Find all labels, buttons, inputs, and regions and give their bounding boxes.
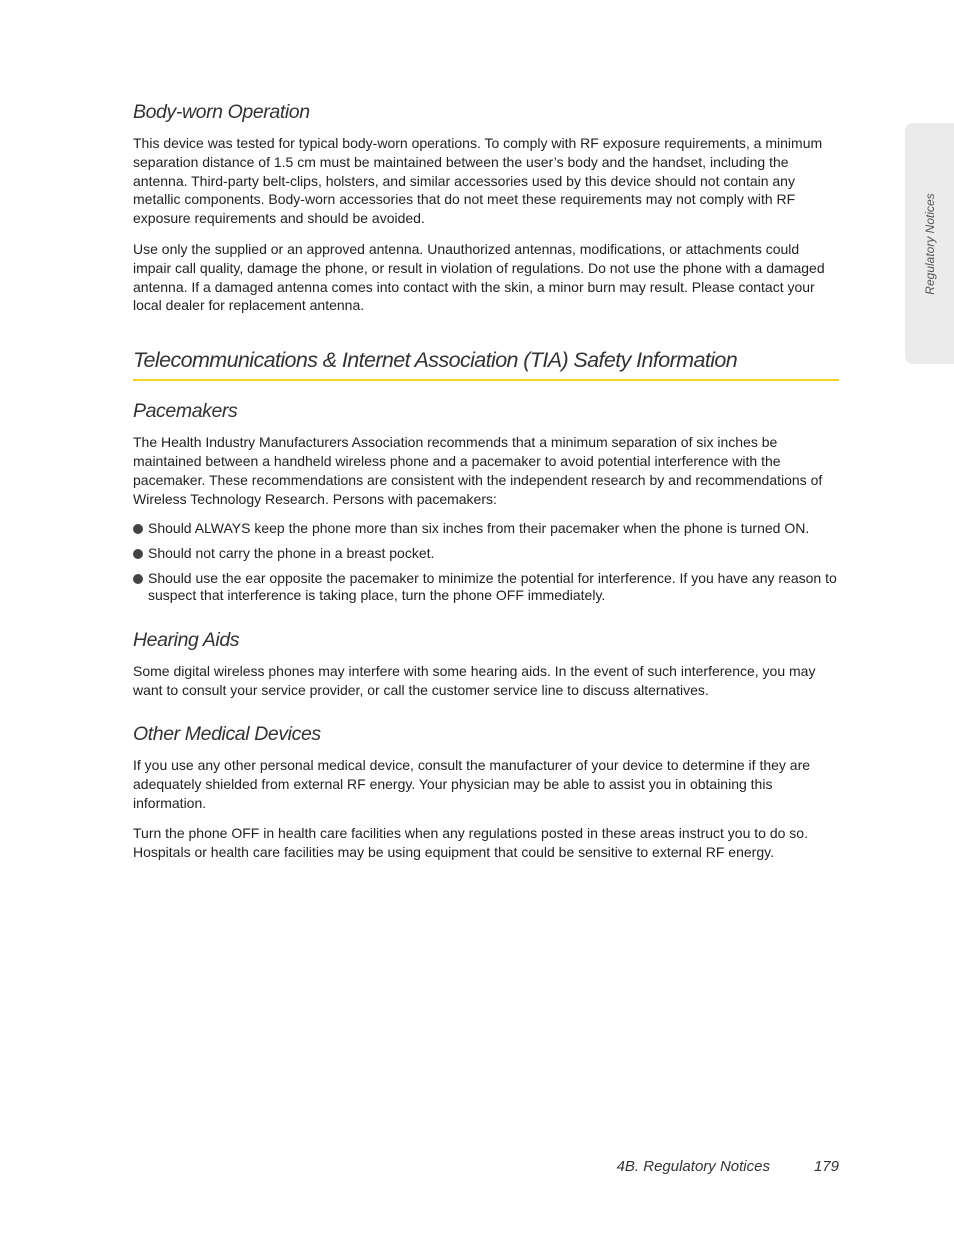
- body-worn-heading: Body-worn Operation: [133, 101, 310, 123]
- pacemakers-heading: Pacemakers: [133, 400, 238, 423]
- body-worn-paragraph-2: Use only the supplied or an approved antenna. Unauthorized antennas, modifications, or attachments could impair call quality, damage the phone, or result in violation of regulations. Do not use the phone with a damaged antenna. If a damaged antenna comes into contact with the skin, a minor burn may result. Please contact your local dealer for replacement antenna.: [133, 240, 825, 314]
- pacemakers-paragraph: The Health Industry Manufacturers Association recommends that a minimum separation of six inches be maintained between a handheld wireless phone and a pacemaker to avoid potential interference with the pacemaker. These recommendations are consistent with the independent research by and recommendations of Wireless Technology Research. Persons with pacemakers:: [133, 434, 823, 507]
- list-item: [133, 545, 839, 562]
- bullet-icon: [133, 574, 143, 584]
- list-item: [133, 570, 839, 604]
- list-item-text: Should not carry the phone in a breast pocket.: [148, 545, 435, 562]
- hearing-aids-heading: Hearing Aids: [133, 629, 240, 652]
- body-worn-paragraph-1: This device was tested for typical body-worn operations. To comply with RF exposure requirements, a minimum separation distance of 1.5 cm must be maintained between the user’s body and the handset, including the antenna. Third-party belt-clips, holsters, and similar accessories used by this device should not contain any metallic components. Body-worn accessories that do not meet these requirements may not comply with RF exposure requirements and should be avoided.: [133, 135, 823, 227]
- bullet-icon: [133, 524, 143, 534]
- page-content: [133, 100, 839, 874]
- hearing-aids-paragraph: Some digital wireless phones may interfere with some hearing aids. In the event of such interference, you may want to consult your service provider, or call the customer service line to discuss alternatives.: [133, 663, 816, 699]
- other-medical-heading: Other Medical Devices: [133, 722, 321, 745]
- list-item: [133, 520, 839, 537]
- page-footer: [617, 1158, 839, 1175]
- pacemakers-bullet-list: [133, 520, 839, 604]
- side-tab-label: Regulatory Notices: [922, 192, 937, 295]
- side-tab: [905, 123, 954, 364]
- list-item-text: Should use the ear opposite the pacemaker to minimize the potential for interference. If you have any reason to suspect that interference is taking place, turn the phone OFF immediately.: [148, 570, 837, 604]
- bullet-icon: [133, 549, 143, 559]
- other-medical-paragraph-1: If you use any other personal medical device, consult the manufacturer of your device to determine if they are adequately shielded from external RF energy. Your physician may be able to assist you in obtaining this information.: [133, 756, 811, 811]
- footer-section-title: 4B. Regulatory Notices: [616, 1158, 770, 1175]
- other-medical-paragraph-2: Turn the phone OFF in health care facilities when any regulations posted in these areas instruct you to do so. Hospitals or health care facilities may be using equipment that could be sensitive to external RF energy.: [133, 825, 808, 861]
- page-number: 179: [813, 1158, 839, 1175]
- list-item-text: Should ALWAYS keep the phone more than six inches from their pacemaker when the phone is turned ON.: [148, 520, 810, 537]
- tia-heading: Telecommunications & Internet Association (TIA) Safety Information: [133, 345, 839, 381]
